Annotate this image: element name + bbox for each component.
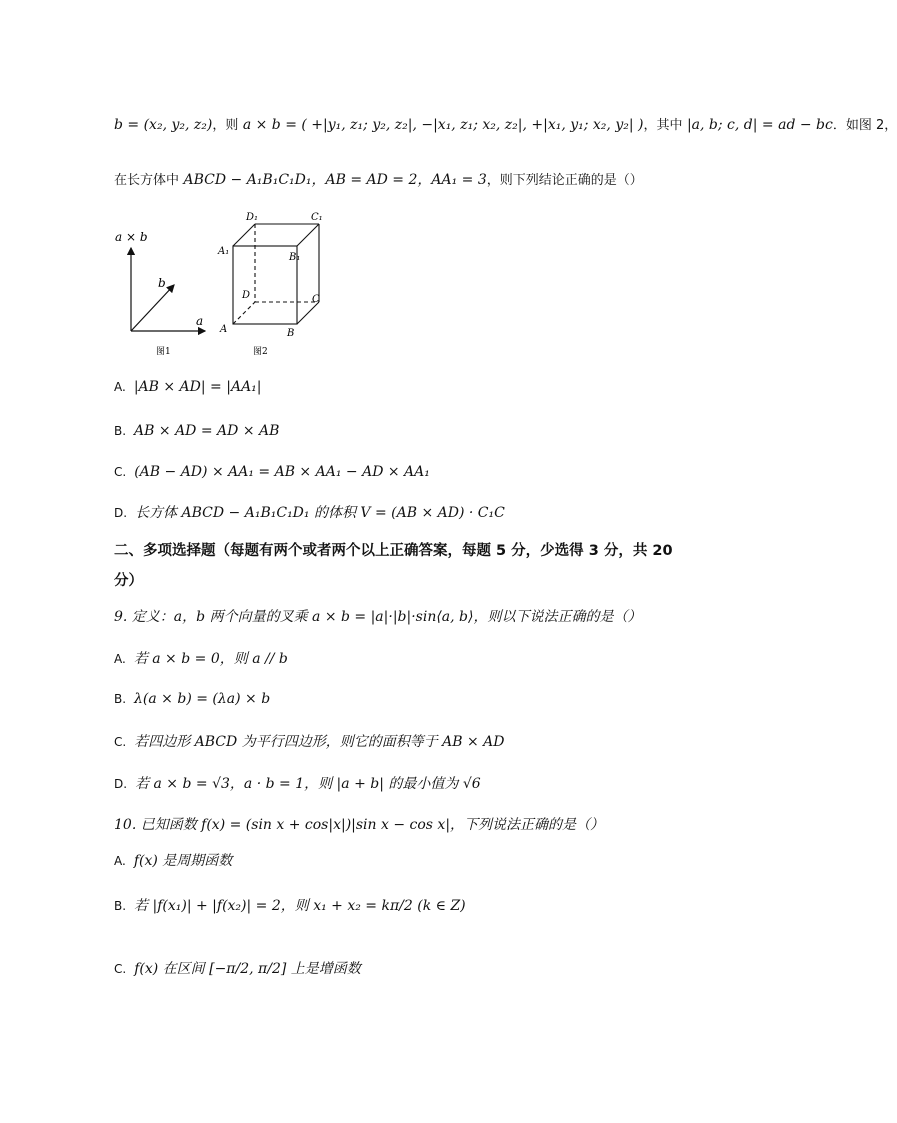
label-a: a xyxy=(196,314,204,328)
svg-text:A₁: A₁ xyxy=(218,246,230,257)
svg-text:C₁: C₁ xyxy=(311,212,323,223)
svg-text:D: D xyxy=(242,290,251,301)
section-heading-cont: 分） xyxy=(114,573,143,589)
q9-option-a: A. 若 a × b = 0，则 a // b xyxy=(114,651,288,667)
q10-option-b: B. 若 |f(x₁)| + |f(x₂)| = 2，则 x₁ + x₂ = kπ/2 (k ∈ Z) xyxy=(114,898,466,914)
q8-stem: 在长方体中 ABCD − A₁B₁C₁D₁，AB = AD = 2，AA₁ = 3，则下列结论正确的是（） xyxy=(114,172,643,188)
q9-option-c: C. 若四边形 ABCD 为平行四边形，则它的面积等于 AB × AD xyxy=(114,734,505,750)
svg-text:C: C xyxy=(312,294,320,305)
q8-option-c: C. (AB − AD) × AA₁ = AB × AA₁ − AD × AA₁ xyxy=(114,464,430,480)
figure-1-vectors xyxy=(110,215,220,360)
cross-formula: a × b = ( +|y₁, z₁; y₂, z₂|, −|x₁, z₁; x₂, z₂|, +|x₁, y₁; x₂, y₂| ) xyxy=(242,117,644,133)
q10-option-a: A. f(x) 是周期函数 xyxy=(114,853,233,869)
label-axb: a × b xyxy=(115,230,148,244)
q8-option-b: B. AB × AD = AD × AB xyxy=(114,423,280,439)
q10-stem: 10. 已知函数 f(x) = (sin x + cos|x|)|sin x − cos x|，下列说法正确的是（） xyxy=(114,817,605,833)
label-b: b xyxy=(158,276,166,290)
q10-option-c: C. f(x) 在区间 [−π/2, π/2] 上是增函数 xyxy=(114,961,361,977)
section-heading: 二、多项选择题（每题有两个或者两个以上正确答案，每题 5 分，少选得 3 分，共 20 xyxy=(114,543,673,559)
caption-fig1: 图1 xyxy=(156,347,171,357)
q9-option-b: B. λ(a × b) = (λa) × b xyxy=(114,691,271,707)
figure-ref: ．如图 2， xyxy=(832,118,897,133)
vector-b xyxy=(131,285,174,331)
caption-fig2: 图2 xyxy=(253,347,268,357)
svg-text:B₁: B₁ xyxy=(289,252,301,263)
then-text: ，则 xyxy=(212,118,239,133)
q9-stem: 9. 定义：a，b 两个向量的叉乘 a × b = |a|·|b|·sin⟨a, b⟩，则以下说法正确的是（） xyxy=(114,609,642,625)
determinant-def: |a, b; c, d| = ad − bc xyxy=(686,117,833,133)
where-text: ，其中 xyxy=(643,118,683,133)
q8-option-d: D. 长方体 ABCD − A₁B₁C₁D₁ 的体积 V = (AB × AD) · C₁C xyxy=(114,505,505,521)
svg-text:B: B xyxy=(287,328,295,339)
q9-option-d: D. 若 a × b = √3，a · b = 1，则 |a + b| 的最小值为 √6 xyxy=(114,776,481,792)
svg-text:A: A xyxy=(220,324,228,335)
b-vector: b = (x₂, y₂, z₂) xyxy=(114,117,213,133)
figure-2-cuboid xyxy=(215,210,335,360)
svg-text:D₁: D₁ xyxy=(246,212,259,223)
q8-option-a: A. |AB × AD| = |AA₁| xyxy=(114,379,262,395)
cross-product-definition xyxy=(114,115,897,136)
